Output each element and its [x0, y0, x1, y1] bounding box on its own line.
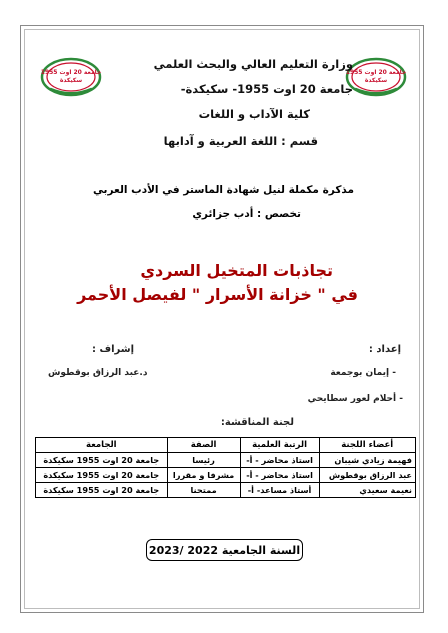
- member-name: فهيمة زيادي شيبان: [319, 453, 416, 468]
- table-row: [36, 453, 416, 468]
- header-university: الجامعة: [36, 438, 168, 453]
- member-rank: استاذ محاضر - أ-: [240, 453, 319, 468]
- specialty: تخصص : أدب جزائري: [192, 208, 301, 220]
- academic-year: السنة الجامعية 2022 /2023: [148, 543, 301, 557]
- thesis-title-line1: تجاذبات المتخيل السردي: [140, 261, 333, 280]
- svg-text:جامعة 20 اوت 1955: جامعة 20 اوت 1955: [40, 69, 102, 76]
- member-rank: استاذ محاضر - أ-: [240, 468, 319, 483]
- member-name: عبد الرزاق بوقطوش: [319, 468, 416, 483]
- committee-header-row: [36, 438, 416, 453]
- member-name: نعيمة سعيدي: [319, 483, 416, 498]
- preparation-label: إعداد :: [368, 344, 401, 355]
- member-university: جامعة 20 اوت 1955 سكيكدة: [36, 483, 168, 498]
- academic-year-box: [146, 539, 303, 561]
- university-logo-right: [345, 56, 407, 98]
- committee-label: لجنة المناقشة:: [220, 417, 294, 428]
- header-role: الصفة: [167, 438, 240, 453]
- committee-table: [35, 437, 416, 498]
- member-role: رئيسا: [167, 453, 240, 468]
- member-university: جامعة 20 اوت 1955 سكيكدة: [36, 453, 168, 468]
- faculty-line: كلية الآداب و اللغات: [198, 107, 310, 121]
- table-row: [36, 483, 416, 498]
- ministry-line: وزارة التعليم العالي والبحث العلمي: [153, 57, 353, 71]
- supervision-label: إشراف :: [92, 344, 135, 355]
- svg-text:سكيكدة: سكيكدة: [364, 77, 388, 84]
- supervisor-name: د.عبد الرزاق بوقطوش: [48, 368, 148, 378]
- university-logo-left: [40, 56, 102, 98]
- student-name-2: - أحلام لعور سطايحي: [307, 394, 403, 404]
- table-row: [36, 468, 416, 483]
- member-university: جامعة 20 اوت 1955 سكيكدة: [36, 468, 168, 483]
- member-role: مشرفا و مقررا: [167, 468, 240, 483]
- member-rank: أستاذ مساعد- أ-: [240, 483, 319, 498]
- member-role: ممتحنا: [167, 483, 240, 498]
- thesis-title-line2: في " خزانة الأسرار " لفيصل الأحمر: [77, 285, 358, 304]
- department-line: قسم : اللغة العربية و آدابها: [163, 134, 318, 148]
- student-name-1: - إيمان بوجمعة: [330, 368, 396, 378]
- svg-text:سكيكدة: سكيكدة: [59, 77, 83, 84]
- header-members: أعضاء اللجنة: [319, 438, 416, 453]
- svg-text:جامعة 20 اوت 1955: جامعة 20 اوت 1955: [345, 69, 407, 76]
- university-line: جامعة 20 اوت 1955- سكيكدة-: [180, 82, 353, 96]
- thesis-purpose: مذكرة مكملة لنيل شهادة الماستر في الأدب العربي: [92, 184, 354, 196]
- header-rank: الرتبة العلمية: [240, 438, 319, 453]
